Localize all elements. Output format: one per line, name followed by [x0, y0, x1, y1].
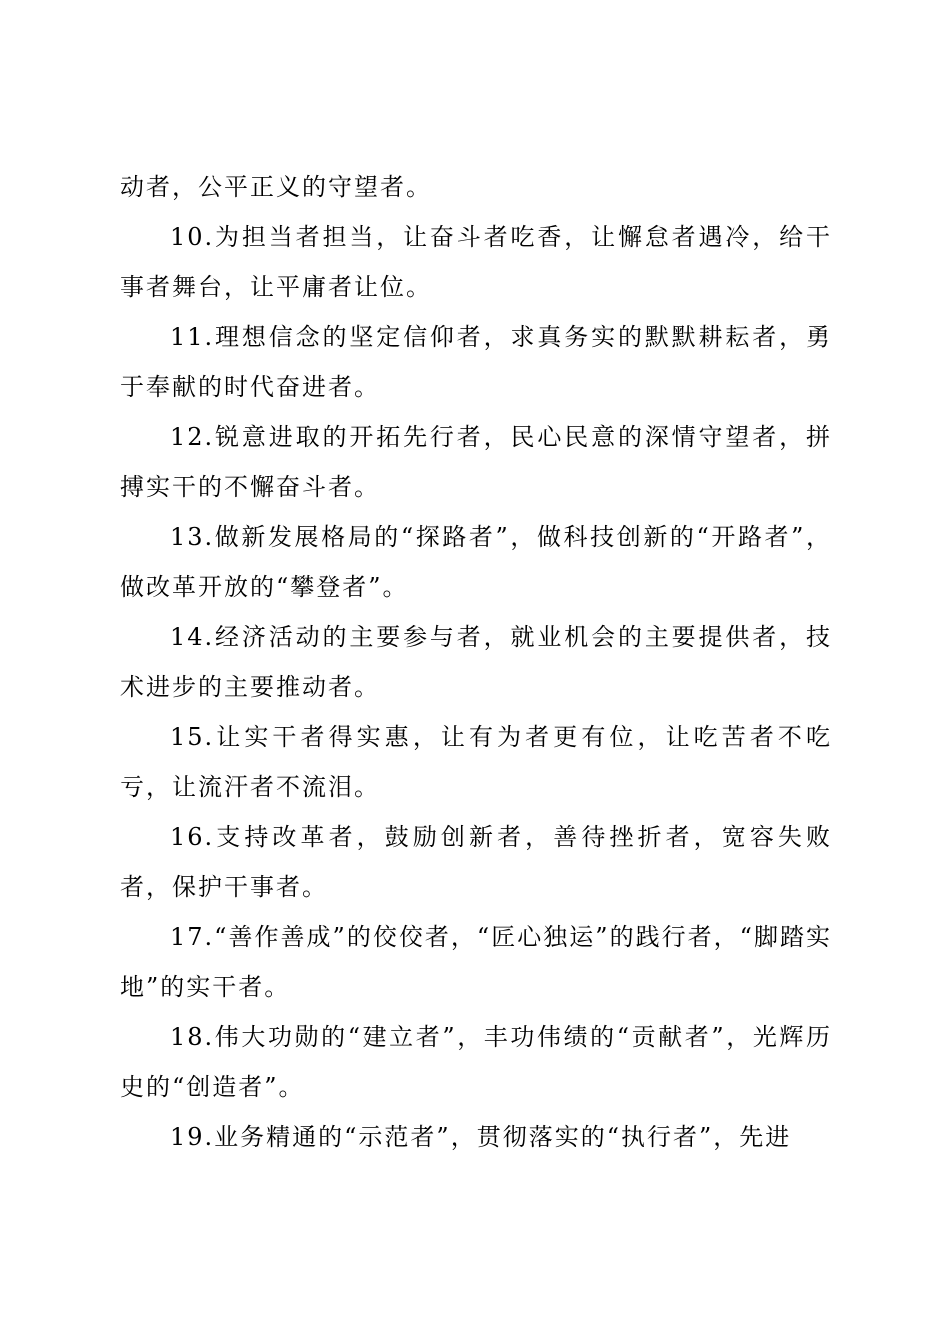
- paragraph-item-19: 19.业务精通的“示范者”，贯彻落实的“执行者”，先进: [170, 1123, 792, 1151]
- paragraph-item-12: 12.锐意进取的开拓先行者，民心民意的深情守望者，拼搏实干的不懈奋斗者。: [120, 423, 832, 501]
- paragraph-item-18: 18.伟大功勋的“建立者”，丰功伟绩的“贡献者”，光辉历史的“创造者”。: [120, 1023, 832, 1101]
- paragraph-continuation: 动者，公平正义的守望者。: [120, 173, 432, 201]
- paragraph-item-11: 11.理想信念的坚定信仰者，求真务实的默默耕耘者，勇于奉献的时代奋进者。: [120, 323, 832, 401]
- paragraph-item-16: 16.支持改革者，鼓励创新者，善待挫折者，宽容失败者，保护干事者。: [120, 823, 832, 901]
- document-body: [120, 162, 832, 1162]
- paragraph-item-10: 10.为担当者担当，让奋斗者吃香，让懈怠者遇冷，给干事者舞台，让平庸者让位。: [120, 223, 832, 301]
- paragraph-item-14: 14.经济活动的主要参与者，就业机会的主要提供者，技术进步的主要推动者。: [120, 623, 832, 701]
- paragraph-item-15: 15.让实干者得实惠，让有为者更有位，让吃苦者不吃亏，让流汗者不流泪。: [120, 723, 832, 801]
- paragraph-item-17: 17.“善作善成”的佼佼者，“匠心独运”的践行者，“脚踏实地”的实干者。: [120, 923, 832, 1001]
- paragraph-item-13: 13.做新发展格局的“探路者”，做科技创新的“开路者”，做改革开放的“攀登者”。: [120, 523, 832, 601]
